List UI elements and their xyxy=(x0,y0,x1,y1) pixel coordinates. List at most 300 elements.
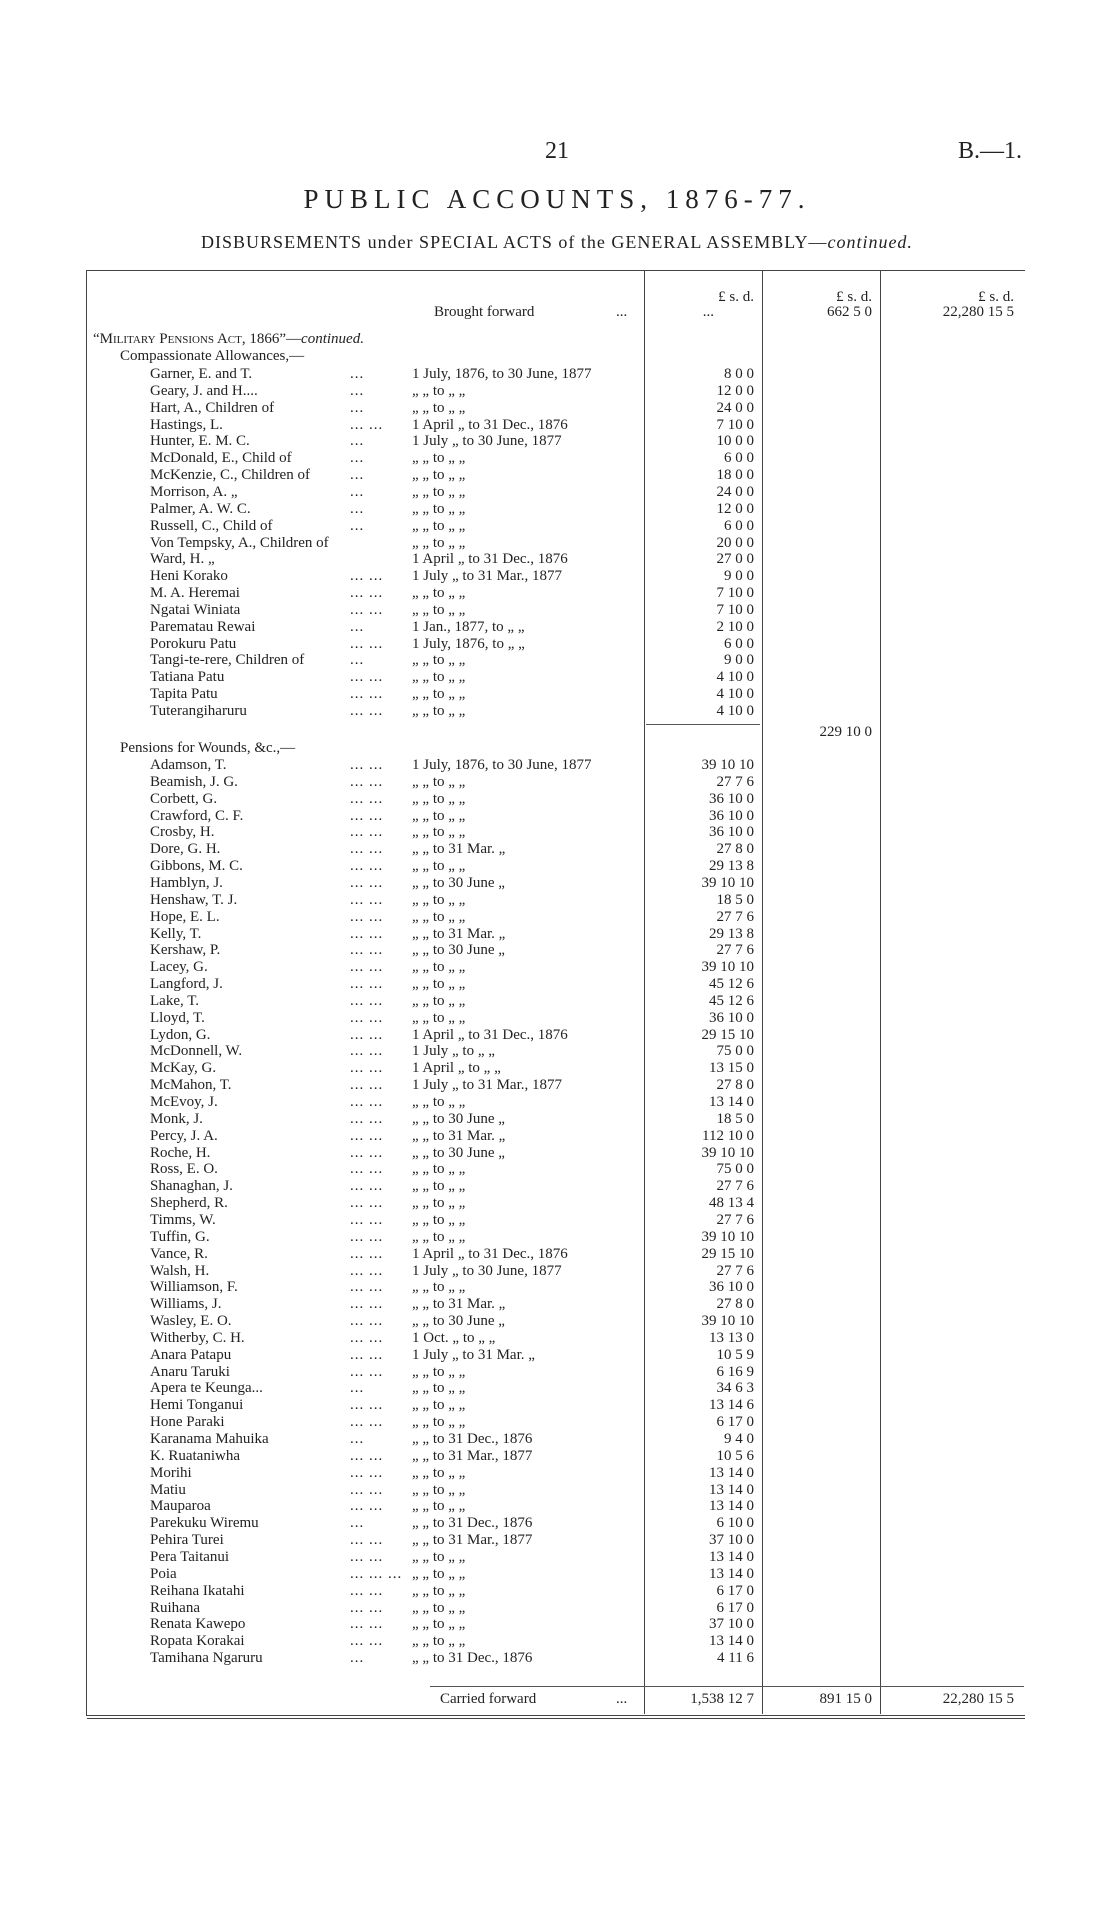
payee-name: Hone Paraki xyxy=(150,1414,225,1431)
leader-dots: ... ... xyxy=(350,1094,384,1110)
pension-period: „ „ to „ „ xyxy=(412,891,466,908)
leader-dots: ... ... xyxy=(350,942,384,959)
leader-dots: ... xyxy=(350,450,365,467)
payee-name: McMahon, T. xyxy=(150,1077,232,1094)
leader-dots: ... ... xyxy=(350,1532,384,1549)
leader-dots: ... ... xyxy=(350,1161,384,1178)
pension-amount: 45 12 6 xyxy=(709,992,754,1009)
payee-name: Poia xyxy=(150,1565,177,1582)
column-divider-3 xyxy=(880,270,881,1714)
carried-forward-col1: 1,538 12 7 xyxy=(690,1691,754,1707)
leader-dots: ... ... xyxy=(350,1464,384,1481)
pension-amount: 36 10 0 xyxy=(709,824,754,841)
leader-dots: ... ... xyxy=(350,757,384,773)
pension-period: „ „ to „ „ xyxy=(412,382,466,399)
brought-forward-col3: 22,280 15 5 xyxy=(942,304,1014,320)
leader-dots: ... ... xyxy=(350,1481,384,1498)
payee-name: Tamihana Ngaruru xyxy=(150,1650,263,1667)
leader-dots: ... xyxy=(350,618,365,635)
leader-dots: ... ... xyxy=(350,1447,384,1464)
pension-amount: 6 0 0 xyxy=(724,450,754,467)
leader-dots: ... xyxy=(350,382,365,399)
leader-dots: ... ... xyxy=(350,703,384,719)
pension-amount: 13 14 0 xyxy=(709,1094,754,1110)
pension-period: „ „ to „ „ xyxy=(412,790,466,807)
payee-name: Morihi xyxy=(150,1464,192,1481)
payee-name: McDonnell, W. xyxy=(150,1043,243,1060)
leader-dots: ... ... xyxy=(350,1498,384,1515)
pension-period: „ „ to „ „ xyxy=(412,517,466,534)
pension-period: „ „ to „ „ xyxy=(412,399,466,416)
payee-name: Monk, J. xyxy=(150,1110,203,1127)
payee-name: Crawford, C. F. xyxy=(150,807,244,824)
leader-dots: ... ... xyxy=(350,686,384,703)
leader-dots: ... xyxy=(350,483,365,500)
leader-dots: ... ... xyxy=(350,416,384,433)
leader-dots: ... ... xyxy=(350,1616,384,1633)
payee-name: Tapita Patu xyxy=(150,686,218,703)
pension-period: „ „ to 31 Mar. „ xyxy=(412,1296,506,1313)
leader-dots: ... ... xyxy=(350,1599,384,1616)
pension-amount: 18 0 0 xyxy=(716,467,754,484)
payee-name: Timms, W. xyxy=(150,1211,216,1228)
leader-dots: ... ... xyxy=(350,1279,384,1296)
payee-name: Hart, A., Children of xyxy=(150,399,275,416)
pension-amount: 13 14 0 xyxy=(709,1565,754,1582)
pension-period: „ „ to 31 Mar. „ xyxy=(412,925,506,942)
act-heading-continued: continued. xyxy=(301,331,364,347)
pension-amount: 27 8 0 xyxy=(716,841,754,858)
pension-amount: 4 10 0 xyxy=(716,669,754,686)
pension-amount: 6 0 0 xyxy=(724,517,754,534)
payee-name: Renata Kawepo xyxy=(150,1616,246,1633)
pension-amount: 37 10 0 xyxy=(709,1532,754,1549)
pension-amount: 27 7 6 xyxy=(716,1262,754,1279)
pension-period: 1 April „ to 31 Dec., 1876 xyxy=(412,416,568,433)
leader-dots: ... ... xyxy=(350,874,384,891)
leader-dots: ... xyxy=(350,1431,365,1447)
leader-dots: ... ... xyxy=(350,1211,384,1228)
leader-dots: ... ... xyxy=(350,1548,384,1565)
pension-period: „ „ to 31 Mar. „ xyxy=(412,1127,506,1144)
pension-amount: 13 14 6 xyxy=(709,1397,754,1414)
leader-dots: ... ... xyxy=(350,1346,384,1363)
compassionate-heading: Compassionate Allowances,— xyxy=(120,348,305,364)
act-heading-name: Military Pensions Act xyxy=(99,331,242,347)
payee-name: McEvoy, J. xyxy=(150,1094,218,1110)
pension-amount: 9 4 0 xyxy=(724,1431,754,1447)
pension-amount: 39 10 10 xyxy=(701,1313,754,1330)
leader-dots: ... ... xyxy=(350,824,384,841)
pension-amount: 7 10 0 xyxy=(716,416,754,433)
leader-dots: ... ... xyxy=(350,925,384,942)
brought-forward-col1: ... xyxy=(702,304,714,320)
pension-amount: 13 13 0 xyxy=(709,1329,754,1346)
pension-amount: 48 13 4 xyxy=(709,1195,754,1212)
payee-name: Lloyd, T. xyxy=(150,1009,205,1026)
payee-name: Henshaw, T. J. xyxy=(150,891,238,908)
payee-name: Ngatai Winiata xyxy=(150,601,241,618)
pension-amount: 10 5 9 xyxy=(716,1346,754,1363)
leader-dots: ... ... xyxy=(350,1329,384,1346)
pension-period: „ „ to 31 Dec., 1876 xyxy=(412,1431,533,1447)
pension-amount: 29 13 8 xyxy=(709,858,754,875)
pension-amount: 29 13 8 xyxy=(709,925,754,942)
pension-period: 1 Jan., 1877, to „ „ xyxy=(412,618,525,635)
payee-name: Wasley, E. O. xyxy=(150,1313,232,1330)
pension-period: „ „ to „ „ xyxy=(412,1481,466,1498)
pension-amount: 75 0 0 xyxy=(716,1043,754,1060)
leader-dots: ... ... xyxy=(350,773,384,790)
leader-dots: ... ... xyxy=(350,1127,384,1144)
pension-amount: 29 15 10 xyxy=(701,1026,754,1043)
payee-name: Kershaw, P. xyxy=(150,942,221,959)
leader-dots: ... ... xyxy=(350,568,384,585)
pension-amount: 6 10 0 xyxy=(716,1515,754,1532)
pension-amount: 6 17 0 xyxy=(716,1414,754,1431)
pension-amount: 36 10 0 xyxy=(709,790,754,807)
pension-amount: 13 15 0 xyxy=(709,1060,754,1077)
payee-name: Pera Taitanui xyxy=(150,1548,230,1565)
column-header-1: £ s. d. xyxy=(718,289,754,305)
pension-amount: 13 14 0 xyxy=(709,1548,754,1565)
leader-dots: ... ... xyxy=(350,1363,384,1380)
pension-period: 1 April „ to 31 Dec., 1876 xyxy=(412,551,568,568)
pension-amount: 7 10 0 xyxy=(716,585,754,602)
pension-period: „ „ to 31 Dec., 1876 xyxy=(412,1650,533,1667)
page-subtitle xyxy=(0,232,1114,253)
pension-period: „ „ to „ „ xyxy=(412,1178,466,1195)
pension-amount: 36 10 0 xyxy=(709,1009,754,1026)
pension-period: „ „ to „ „ xyxy=(412,1498,466,1515)
pension-amount: 18 5 0 xyxy=(716,891,754,908)
leader-dots: ... xyxy=(350,500,365,517)
pension-amount: 12 0 0 xyxy=(716,500,754,517)
pension-period: „ „ to „ „ xyxy=(412,652,466,669)
pension-period: 1 April „ to „ „ xyxy=(412,1060,501,1077)
pension-period: „ „ to „ „ xyxy=(412,686,466,703)
pension-period: „ „ to „ „ xyxy=(412,1582,466,1599)
carried-forward-col2: 891 15 0 xyxy=(819,1691,872,1707)
payee-name: Lydon, G. xyxy=(150,1026,211,1043)
payee-name: Roche, H. xyxy=(150,1144,211,1161)
pension-amount: 39 10 10 xyxy=(701,874,754,891)
payee-name: Corbett, G. xyxy=(150,790,218,807)
pension-amount: 75 0 0 xyxy=(716,1161,754,1178)
pension-amount: 13 14 0 xyxy=(709,1498,754,1515)
page-title: PUBLIC ACCOUNTS, 1876-77. xyxy=(303,184,811,214)
leader-dots: ... ... xyxy=(350,858,384,875)
payee-name: Matiu xyxy=(150,1481,186,1498)
pension-period: „ „ to „ „ xyxy=(412,1228,466,1245)
leader-dots: ... xyxy=(350,1650,365,1667)
payee-name: Tatiana Patu xyxy=(150,669,225,686)
column-header-2: £ s. d. xyxy=(836,289,872,305)
leader-dots: ... ... xyxy=(350,669,384,686)
document-reference: B.—1. xyxy=(957,138,1022,164)
payee-name: Heni Korako xyxy=(150,568,228,585)
leader-dots: ... ... xyxy=(350,1296,384,1313)
payee-name: K. Ruataniwha xyxy=(150,1447,240,1464)
compassionate-total: 229 10 0 xyxy=(819,724,872,740)
leader-dots: ... ... xyxy=(350,908,384,925)
pension-amount: 13 14 0 xyxy=(709,1481,754,1498)
act-heading xyxy=(93,331,364,348)
payee-name: Gibbons, M. C. xyxy=(150,858,243,875)
pension-period: „ „ to „ „ xyxy=(412,1363,466,1380)
leader-dots: ... ... xyxy=(350,1195,384,1212)
leader-dots: ... xyxy=(350,366,365,382)
leader-dots: ... ... xyxy=(350,601,384,618)
leader-dots: ... ... xyxy=(350,1245,384,1262)
payee-name: Ward, H. „ xyxy=(150,551,215,568)
leader-dots: ... ... xyxy=(350,1110,384,1127)
act-heading-year: , 1866”— xyxy=(241,331,302,347)
pension-period: „ „ to „ „ xyxy=(412,773,466,790)
pension-period: „ „ to „ „ xyxy=(412,1599,466,1616)
pension-period: „ „ to „ „ xyxy=(412,1211,466,1228)
pension-amount: 12 0 0 xyxy=(716,382,754,399)
leader-dots: ... ... ... xyxy=(350,1565,403,1582)
pension-amount: 4 10 0 xyxy=(716,686,754,703)
payee-name: Garner, E. and T. xyxy=(150,366,253,382)
pension-period: „ „ to „ „ xyxy=(412,500,466,517)
leader-dots: ... ... xyxy=(350,976,384,993)
pension-amount: 9 0 0 xyxy=(724,568,754,585)
payee-name: Ross, E. O. xyxy=(150,1161,218,1178)
leader-dots: ... ... xyxy=(350,807,384,824)
pension-amount: 39 10 10 xyxy=(701,1144,754,1161)
payee-name: Lake, T. xyxy=(150,992,200,1009)
payee-name: Apera te Keunga... xyxy=(150,1380,263,1397)
pension-period: „ „ to „ „ xyxy=(412,669,466,686)
pension-amount: 34 6 3 xyxy=(716,1380,754,1397)
pension-period: „ „ to „ „ xyxy=(412,483,466,500)
leader-dots: ... ... xyxy=(350,1178,384,1195)
payee-name: Kelly, T. xyxy=(150,925,202,942)
leader-dots: ... ... xyxy=(350,959,384,976)
pension-amount: 24 0 0 xyxy=(716,399,754,416)
pension-period: „ „ to „ „ xyxy=(412,703,466,719)
pension-period: „ „ to 30 June „ xyxy=(412,1110,505,1127)
leader-dots: ... ... xyxy=(350,790,384,807)
payee-name: Lacey, G. xyxy=(150,959,208,976)
pension-period: „ „ to 30 June „ xyxy=(412,942,505,959)
payee-name: Hamblyn, J. xyxy=(150,874,223,891)
leader-dots: ... ... xyxy=(350,1313,384,1330)
pension-amount: 6 17 0 xyxy=(716,1599,754,1616)
pension-period: „ „ to „ „ xyxy=(412,1279,466,1296)
pension-amount: 4 11 6 xyxy=(717,1650,754,1667)
payee-name: Adamson, T. xyxy=(150,757,227,773)
pension-amount: 27 7 6 xyxy=(716,942,754,959)
pension-amount: 9 0 0 xyxy=(724,652,754,669)
leader-dots: ... xyxy=(350,1380,365,1397)
pension-amount: 45 12 6 xyxy=(709,976,754,993)
payee-name: Shepherd, R. xyxy=(150,1195,228,1212)
pension-amount: 20 0 0 xyxy=(716,534,754,551)
leader-dots: ... xyxy=(350,399,365,416)
leader-dots: ... ... xyxy=(350,1144,384,1161)
subtitle-main: DISBURSEMENTS under SPECIAL ACTS of the GENERAL ASSEMBLY— xyxy=(201,232,828,252)
pension-period: „ „ to „ „ xyxy=(412,1633,466,1650)
pension-amount: 27 8 0 xyxy=(716,1077,754,1094)
pension-amount: 29 15 10 xyxy=(701,1245,754,1262)
payee-name: Vance, R. xyxy=(150,1245,208,1262)
pension-period: „ „ to 31 Mar. „ xyxy=(412,841,506,858)
pension-period: „ „ to 30 June „ xyxy=(412,874,505,891)
payee-name: Hemi Tonganui xyxy=(150,1397,244,1414)
pension-period: 1 April „ to 31 Dec., 1876 xyxy=(412,1026,568,1043)
pension-amount: 10 5 6 xyxy=(716,1447,754,1464)
leader-dots: ... ... xyxy=(350,635,384,652)
payee-name: Dore, G. H. xyxy=(150,841,221,858)
payee-name: Langford, J. xyxy=(150,976,223,993)
payee-name: Reihana Ikatahi xyxy=(150,1582,245,1599)
pension-period: „ „ to „ „ xyxy=(412,1414,466,1431)
leader-dots: ... ... xyxy=(350,1077,384,1094)
pension-period: „ „ to „ „ xyxy=(412,1009,466,1026)
pension-period: 1 April „ to 31 Dec., 1876 xyxy=(412,1245,568,1262)
pension-period: „ „ to „ „ xyxy=(412,1548,466,1565)
payee-name: Morrison, A. „ xyxy=(150,483,238,500)
payee-name: Porokuru Patu xyxy=(150,635,237,652)
pension-period: „ „ to „ „ xyxy=(412,959,466,976)
brought-forward-col2: 662 5 0 xyxy=(827,304,872,320)
pension-period: „ „ to „ „ xyxy=(412,824,466,841)
pension-period: „ „ to „ „ xyxy=(412,450,466,467)
payee-name: Karanama Mahuika xyxy=(150,1431,269,1447)
pension-period: 1 July „ to 30 June, 1877 xyxy=(412,1262,562,1279)
payee-name: Geary, J. and H.... xyxy=(150,382,258,399)
leader-dots: ... ... xyxy=(350,1262,384,1279)
leader-dots: ... ... xyxy=(350,1397,384,1414)
pension-amount: 37 10 0 xyxy=(709,1616,754,1633)
pension-period: „ „ to 31 Dec., 1876 xyxy=(412,1515,533,1532)
pension-period: „ „ to „ „ xyxy=(412,1464,466,1481)
compassionate-subtotal-rule xyxy=(646,724,760,725)
pension-period: „ „ to 31 Mar., 1877 xyxy=(412,1532,533,1549)
page-number: 21 xyxy=(545,138,569,164)
pension-amount: 27 7 6 xyxy=(716,1211,754,1228)
totals-rule xyxy=(430,1686,1024,1687)
leader-dots: ... ... xyxy=(350,585,384,602)
pension-period: „ „ to 30 June „ xyxy=(412,1144,505,1161)
leader-dots: ... ... xyxy=(350,992,384,1009)
column-header-3: £ s. d. xyxy=(978,289,1014,305)
act-heading-quote: “ xyxy=(93,331,100,347)
pension-amount: 27 7 6 xyxy=(716,908,754,925)
pension-amount: 27 7 6 xyxy=(716,773,754,790)
leader-dots: ... ... xyxy=(350,1228,384,1245)
pension-amount: 7 10 0 xyxy=(716,601,754,618)
pension-period: „ „ to „ „ xyxy=(412,858,466,875)
pension-period: „ „ to „ „ xyxy=(412,1616,466,1633)
payee-name: Anaru Taruki xyxy=(150,1363,230,1380)
pension-amount: 13 14 0 xyxy=(709,1633,754,1650)
wounds-heading: Pensions for Wounds, &c.,— xyxy=(120,740,296,756)
payee-name: Pehira Turei xyxy=(150,1532,224,1549)
pension-amount: 39 10 10 xyxy=(701,1228,754,1245)
payee-name: Tuterangiharuru xyxy=(150,703,247,719)
leader-dots: ... ... xyxy=(350,1043,384,1060)
pension-amount: 36 10 0 xyxy=(709,1279,754,1296)
pension-amount: 6 16 9 xyxy=(716,1363,754,1380)
payee-name: Witherby, C. H. xyxy=(150,1329,245,1346)
pension-amount: 18 5 0 xyxy=(716,1110,754,1127)
leader-dots: ... ... xyxy=(350,1026,384,1043)
payee-name: McKay, G. xyxy=(150,1060,217,1077)
pension-amount: 4 10 0 xyxy=(716,703,754,719)
leader-dots: ... xyxy=(350,1515,365,1532)
pension-amount: 27 8 0 xyxy=(716,1296,754,1313)
pension-period: „ „ to „ „ xyxy=(412,908,466,925)
pension-period: „ „ to „ „ xyxy=(412,467,466,484)
column-divider-1 xyxy=(644,270,645,1714)
payee-name: Palmer, A. W. C. xyxy=(150,500,251,517)
payee-name: Hunter, E. M. C. xyxy=(150,433,250,450)
payee-name: Von Tempsky, A., Children of xyxy=(150,534,329,551)
payee-name: Hope, E. L. xyxy=(150,908,220,925)
column-divider-2 xyxy=(762,270,763,1714)
leader-dots: ... xyxy=(350,433,365,450)
leader-dots: ... ... xyxy=(350,1582,384,1599)
pension-period: 1 July „ to 30 June, 1877 xyxy=(412,433,562,450)
payee-name: Mauparoa xyxy=(150,1498,211,1515)
payee-name: Percy, J. A. xyxy=(150,1127,218,1144)
leader-dots: ... ... xyxy=(350,841,384,858)
leader-dots: ... xyxy=(350,652,365,669)
pension-period: „ „ to „ „ xyxy=(412,585,466,602)
payee-name: Beamish, J. G. xyxy=(150,773,238,790)
leader-dots: ... xyxy=(350,467,365,484)
pension-amount: 27 7 6 xyxy=(716,1178,754,1195)
pension-amount: 24 0 0 xyxy=(716,483,754,500)
pension-amount: 8 0 0 xyxy=(724,366,754,382)
payee-name: Parematau Rewai xyxy=(150,618,256,635)
leader-dots: ... ... xyxy=(350,1060,384,1077)
leader-dots: ... ... xyxy=(350,1633,384,1650)
carried-forward-col3: 22,280 15 5 xyxy=(942,1691,1014,1707)
payee-name: Parekuku Wiremu xyxy=(150,1515,259,1532)
pension-period: „ „ to 31 Mar., 1877 xyxy=(412,1447,533,1464)
pension-period: 1 July, 1876, to „ „ xyxy=(412,635,525,652)
payee-name: Russell, C., Child of xyxy=(150,517,273,534)
pension-amount: 39 10 10 xyxy=(701,959,754,976)
pension-period: 1 Oct. „ to „ „ xyxy=(412,1329,496,1346)
pension-period: „ „ to „ „ xyxy=(412,1565,466,1582)
payee-name: M. A. Heremai xyxy=(150,585,240,602)
pension-period: „ „ to „ „ xyxy=(412,807,466,824)
leader-dots: ... ... xyxy=(350,891,384,908)
pension-period: „ „ to „ „ xyxy=(412,992,466,1009)
carried-forward-dots: ... xyxy=(616,1691,628,1707)
subtitle-continued: continued. xyxy=(827,232,913,252)
payee-name: McKenzie, C., Children of xyxy=(150,467,310,484)
payee-name: Tangi-te-rere, Children of xyxy=(150,652,305,669)
leader-dots: ... xyxy=(350,517,365,534)
payee-name: Hastings, L. xyxy=(150,416,223,433)
payee-name: Williams, J. xyxy=(150,1296,222,1313)
pension-period: „ „ to „ „ xyxy=(412,976,466,993)
pension-amount: 6 0 0 xyxy=(724,635,754,652)
pension-period: „ „ to „ „ xyxy=(412,601,466,618)
pension-period: „ „ to 30 June „ xyxy=(412,1313,505,1330)
pension-period: „ „ to „ „ xyxy=(412,1161,466,1178)
pension-period: „ „ to „ „ xyxy=(412,1397,466,1414)
leader-dots: ... ... xyxy=(350,1414,384,1431)
brought-forward-dots: ... xyxy=(616,304,628,320)
